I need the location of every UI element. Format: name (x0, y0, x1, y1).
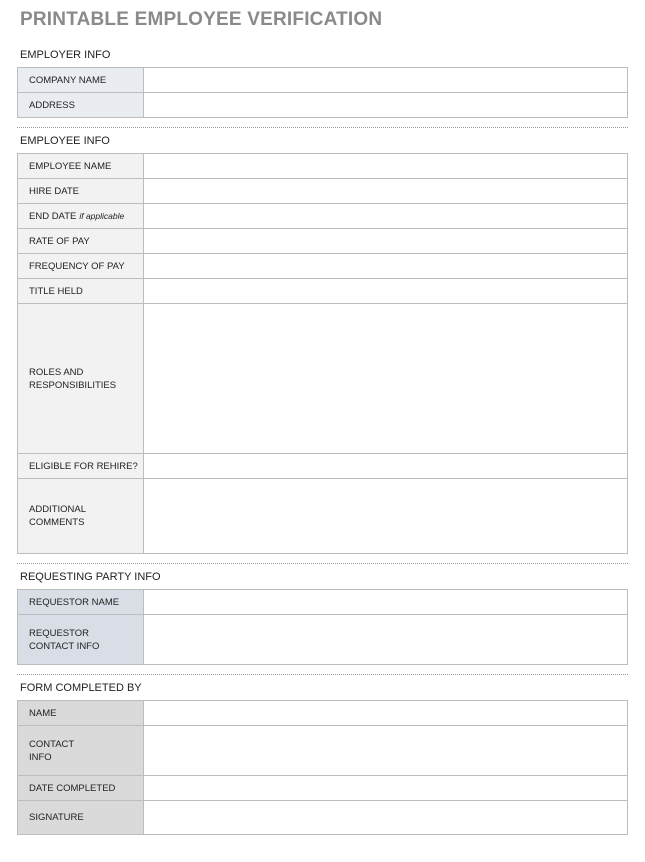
roles-responsibilities-field[interactable] (144, 304, 628, 454)
completer-name-field[interactable] (144, 701, 628, 726)
requestor-name-label: REQUESTOR NAME (18, 590, 144, 615)
completer-contact-label: CONTACT INFO (18, 726, 144, 776)
employee-name-field[interactable] (144, 154, 628, 179)
requesting-party-table (17, 589, 628, 665)
completer-contact-row (18, 726, 628, 776)
address-row (18, 93, 628, 118)
completer-name-label: NAME (18, 701, 144, 726)
completer-contact-field[interactable] (144, 726, 628, 776)
title-held-label: TITLE HELD (18, 279, 144, 304)
hire-date-row (18, 179, 628, 204)
address-label: ADDRESS (18, 93, 144, 118)
form-completed-by-table (17, 700, 628, 835)
section-divider (17, 674, 628, 675)
requestor-name-row (18, 590, 628, 615)
roles-responsibilities-label: ROLES AND RESPONSIBILITIES (18, 304, 144, 454)
end-date-row (18, 204, 628, 229)
employee-name-row (18, 154, 628, 179)
requestor-contact-row (18, 615, 628, 665)
company-name-field[interactable] (144, 68, 628, 93)
rate-of-pay-label: RATE OF PAY (18, 229, 144, 254)
additional-comments-row (18, 479, 628, 554)
form-completed-by-heading: FORM COMPLETED BY (20, 682, 142, 694)
date-completed-row (18, 776, 628, 801)
date-completed-field[interactable] (144, 776, 628, 801)
eligible-for-rehire-row (18, 454, 628, 479)
signature-field[interactable] (144, 801, 628, 835)
eligible-for-rehire-label: ELIGIBLE FOR REHIRE? (18, 454, 144, 479)
date-completed-label: DATE COMPLETED (18, 776, 144, 801)
completer-name-row (18, 701, 628, 726)
company-name-row (18, 68, 628, 93)
section-divider (17, 127, 628, 128)
employer-info-table (17, 67, 628, 118)
frequency-of-pay-row (18, 254, 628, 279)
signature-label: SIGNATURE (18, 801, 144, 835)
rate-of-pay-field[interactable] (144, 229, 628, 254)
requesting-party-heading: REQUESTING PARTY INFO (20, 571, 161, 583)
employee-info-table (17, 153, 628, 554)
title-held-row (18, 279, 628, 304)
section-divider (17, 563, 628, 564)
signature-row (18, 801, 628, 835)
company-name-label: COMPANY NAME (18, 68, 144, 93)
form-title: PRINTABLE EMPLOYEE VERIFICATION (20, 9, 383, 30)
requestor-contact-label: REQUESTOR CONTACT INFO (18, 615, 144, 665)
address-field[interactable] (144, 93, 628, 118)
end-date-note: if applicable (79, 210, 125, 221)
frequency-of-pay-field[interactable] (144, 254, 628, 279)
hire-date-field[interactable] (144, 179, 628, 204)
hire-date-label: HIRE DATE (18, 179, 144, 204)
end-date-label: END DATE if applicable (18, 204, 144, 229)
employer-info-heading: EMPLOYER INFO (20, 49, 111, 61)
additional-comments-label: ADDITIONAL COMMENTS (18, 479, 144, 554)
end-date-field[interactable] (144, 204, 628, 229)
eligible-for-rehire-field[interactable] (144, 454, 628, 479)
title-held-field[interactable] (144, 279, 628, 304)
frequency-of-pay-label: FREQUENCY OF PAY (18, 254, 144, 279)
employee-name-label: EMPLOYEE NAME (18, 154, 144, 179)
rate-of-pay-row (18, 229, 628, 254)
roles-responsibilities-row (18, 304, 628, 454)
requestor-contact-field[interactable] (144, 615, 628, 665)
employee-info-heading: EMPLOYEE INFO (20, 135, 110, 147)
additional-comments-field[interactable] (144, 479, 628, 554)
requestor-name-field[interactable] (144, 590, 628, 615)
